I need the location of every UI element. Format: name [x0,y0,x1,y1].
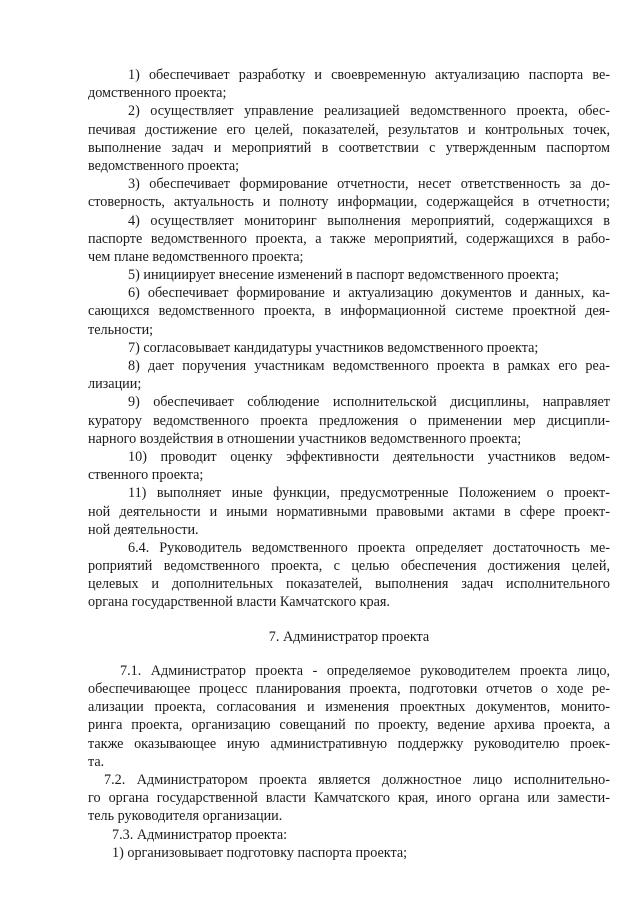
text-line: органа государственной власти Камчатского края. [88,594,390,611]
text-line: целевых и дополнительных показателей, выполнения задач исполнительного [88,576,610,593]
text-line: ной деятельности и иными нормативными правовыми актами в сфере проект- [88,503,610,520]
section-7-text [88,662,610,862]
text-line: 10) проводит оценку эффективности деятельности участников ведом- [128,448,610,465]
text-line: также оказывающее иную административную поддержку руководителю проек- [88,735,610,752]
text-line: куратору ведомственного проекта предложения о применении мер дисципли- [88,412,610,429]
text-line: ной деятельности. [88,521,199,538]
text-line: стоверность, актуальность и полноту информации, содержащейся в отчетности; [88,194,610,211]
text-line: печивая достижение его целей, показателей, результатов и контрольных точек, [88,121,610,138]
text-line: го органа государственной власти Камчатского края, иного органа или замести- [88,790,610,807]
text-line: 1) организовывает подготовку паспорта проекта; [112,844,408,861]
text-line: 4) осуществляет мониторинг выполнения мероприятий, содержащихся в [128,212,610,229]
text-line: 1) обеспечивает разработку и своевременную актуализацию паспорта ве- [128,67,610,83]
text-line: обеспечивающее процесс планирования проекта, подготовки отчетов о ходе ре- [88,681,610,697]
text-line: та. [88,753,105,770]
text-line: 8) дает поручения участникам ведомственного проекта в рамках его реа- [128,358,610,374]
text-line: 11) выполняет иные функции, предусмотренные Положением о проект- [128,485,610,502]
text-line: 6) обеспечивает формирование и актуализацию документов и данных, ка- [128,285,610,302]
text-line: 9) обеспечивает соблюдение исполнительской дисциплины, направляет [128,394,610,411]
text-line: сающихся ведомственного проекта, в информационной системе проектной дея- [88,303,610,320]
section-heading: 7. Администратор проекта [268,628,430,645]
text-line: роприятий ведомственного проекта, с целью обеспечения достижения целей, [88,558,610,575]
text-line: 3) обеспечивает формирование отчетности, несет ответственность за до- [128,176,610,193]
text-line: выполнение задач и мероприятий в соответствии с утвержденным паспортом [88,139,610,156]
text-line: нарного воздействия в отношении участников ведомственного проекта; [88,430,522,447]
text-line: тельности; [88,321,154,338]
text-line: 2) осуществляет управление реализацией ведомственного проекта, обес- [128,103,610,120]
text-line: ственного проекта; [88,467,204,484]
text-line: 7.1. Администратор проекта - определяемое руководителем проекта лицо, [120,662,610,679]
text-line: ведомственного проекта; [88,157,240,174]
text-line: 7.3. Администратор проекта: [112,826,288,843]
text-line: ринга проекта, организацию совещаний по проекту, ведение архива проекта, а [88,717,610,734]
text-line: чем плане ведомственного проекта; [88,248,304,265]
text-line: 7) согласовывает кандидатуры участников ведомственного проекта; [128,339,539,356]
section-6-list [88,66,610,612]
document-body [88,66,610,862]
text-line: лизации; [88,376,142,393]
text-line: паспорте ведомственного проекта, а также мероприятий, содержащихся в рабо- [88,230,610,247]
text-line: тель руководителя организации. [88,808,283,825]
text-line: 6.4. Руководитель ведомственного проекта определяет достаточность ме- [128,539,610,556]
text-line: ализации проекта, согласования и изменения проектных документов, монито- [88,699,610,716]
text-line: 5) инициирует внесение изменений в паспорт ведомственного проекта; [128,267,559,284]
text-line: домственного проекта; [88,85,227,102]
text-line: 7.2. Администратором проекта является должностное лицо исполнительно- [104,771,610,788]
